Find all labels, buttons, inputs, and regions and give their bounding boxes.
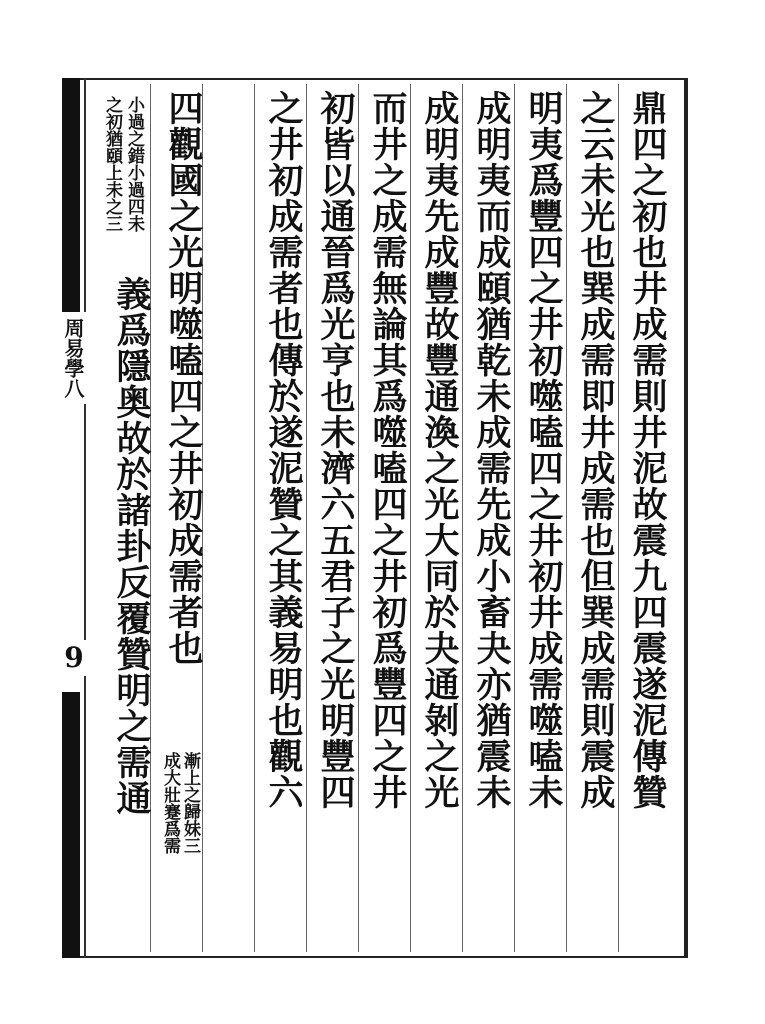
text-column-2: 之云未光也巽成需即井成需也但巽成需則震成 (575, 90, 616, 810)
interlinear-note: 之初猶頤上未之三 (102, 96, 122, 232)
right-border (684, 78, 688, 958)
column-rule (410, 84, 411, 952)
column-rule (566, 84, 567, 952)
column-rule (514, 84, 515, 952)
margin-bar-bottom (62, 692, 80, 958)
margin-rule (84, 78, 86, 958)
text-column-8: 之井初成需者也傳於遂泥贊之其義易明也觀六 (263, 90, 304, 810)
column-rule (618, 84, 619, 952)
column-rule (462, 84, 463, 952)
interlinear-note: 小過之錯小過四未 (124, 96, 144, 232)
interlinear-note: 漸上之歸妹三 (180, 752, 200, 854)
text-column-1: 鼎四之初也井成需則井泥故震九四震遂泥傳贊 (627, 90, 668, 810)
column-rule (358, 84, 359, 952)
text-column-5: 成明夷先成豐故豐通渙之光大同於夬通剝之光 (419, 90, 460, 810)
margin-page-number: 9 (62, 640, 86, 676)
text-column-3: 明夷爲豐四之井初噬嗑四之井初井成需噬嗑未 (523, 90, 564, 810)
text-column-10: 義爲隱奥故於諸卦反覆贊明之需通 (111, 276, 152, 816)
interlinear-note: 成大壯蹇爲需 (160, 752, 180, 854)
margin-title: 周易學八 (60, 312, 86, 404)
column-rule (254, 84, 255, 952)
column-rule (306, 84, 307, 952)
text-column-9: 四觀國之光明噬嗑四之井初成需者也 (163, 90, 204, 666)
text-column-6: 而井之成需無論其爲噬嗑四之井初爲豐四之井 (367, 90, 408, 810)
text-column-7: 初皆以通晉爲光亨也未濟六五君子之光明豐四 (315, 90, 356, 810)
text-column-4: 成明夷而成頤猶乾未成需先成小畜夬亦猶震未 (471, 90, 512, 810)
